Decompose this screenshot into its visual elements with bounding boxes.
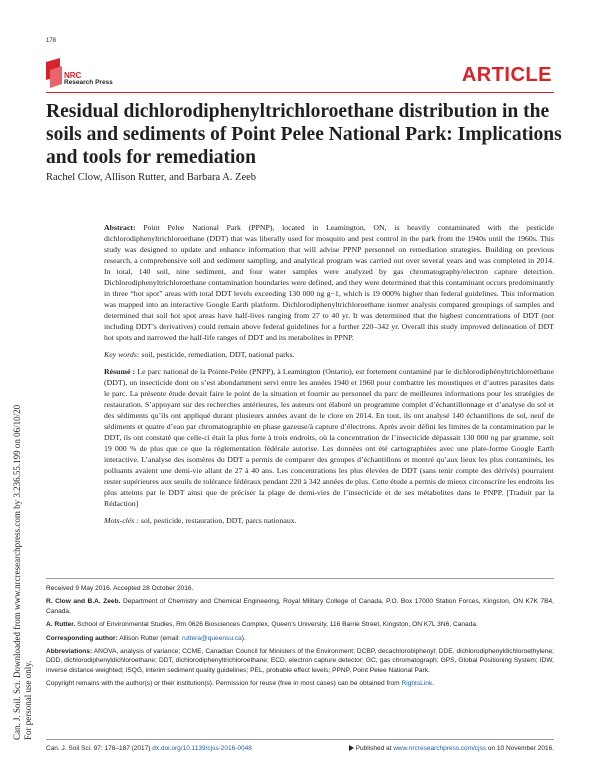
citation-text: Can. J. Soil Sci. 97: 178–187 (2017) [46,745,153,752]
page-number: 178 [46,38,57,44]
abbreviations-text: ANOVA, analysis of variance; CCME, Canadian Council for Ministers of the Environment; DCBP, decachlorobiphenyl; DDE, dichlorodiphenyldichloroethylene; DDD, dichlorodiphenyldichloroethane; DDT, dichlorodiphenyltrichloroethane; ECD, electron capture detector; GC, gas chromatograph; GPS, Global Positioning System; IDW, inverse distance weighted; ISQG, interim sediment quality guidelines; PEL, probable effect levels; PPNP, Point Pelee National Park. [46,648,555,674]
header-rule [46,92,554,93]
resume-text: Le parc national de la Pointe-Pelée (PNPP), à Leamington (Ontario), est fortement contaminé par le dichlorodiphényltrichloroéthane (DDT), un insecticide dont on s’est abondamment servi entre les années 1940 et 1960 pour combattre les moustiques et d’autres parasites dans le parc. La présente étude devait faire le point de la situation et fournir au personnel du parc de meilleures informations pour les stratégies de restauration. S’appuyant sur des recherches antérieures, les auteurs ont élaboré un programme complet d’échantillonnage et d’analyse du sol et des sédiments qu’ils ont appliqué durant plusieurs années avant de le clore en 2014. En tout, ils ont analysé 140 échantillons de sol, neuf de sédiments et quatre d’eau par chromatographie en phase gazeuse/à capture d’électrons. Après avoir défini les limites de la contamination par le DDT, ils ont constaté que celle-ci était la plus forte à trois endroits, où la concentration de l’insecticide dépassait 130 000 ng par gramme, soit 19 000 % de plus que ce que la réglementation fédérale autorise. Les données ont été cartographiées avec une plate-forme Google Earth interactive. L’analyse des isomères du DDT a permis de comparer des groupes d’échantillons et montré qu’aux lieux les plus contaminés, les polluants avaient une demi-vie allant de 27 à 40 ans. Les concentrations les plus élevées de DDT (sans tenir compte des dérivés) pourraient rester supérieures aux seuils de tolérance fédéraux pendant 220 à 342 années de plus. Cette étude a permis de mieux circonscrire les endroits les plus atteints par le DDT ainsi que de préciser la plage de demi-vies de l’insecticide et de ses métabolites dans le PNPP. [Traduit par la Rédaction] [104,367,555,508]
keywords-label: Key words: [104,350,140,359]
footer-citation [46,745,252,752]
affiliation-1 [46,597,554,616]
abstract-label: Abstract: [104,223,136,232]
resume-paragraph [104,366,554,509]
article-title: Residual dichlorodiphenyltrichloroethane distribution in the soils and sediments of Point Pelee National Park: Implications and tools for remediation [46,101,562,168]
motscles-text: sol, pesticide, restauration, DDT, parcs nationaux. [140,516,297,525]
abbreviations-label: Abbreviations: [46,648,93,656]
affil2-text: School of Environmental Studies, Rm 0626 Biosciences Complex, Queen’s University, 116 Barrie Street, Kingston, ON K7L 3N6, Canada. [77,621,478,629]
logo-line2: Research Press [64,79,113,87]
corresponding-label: Corresponding author: [46,634,118,642]
footnote-rule [46,578,554,579]
author-list: Rachel Clow, Allison Rutter, and Barbara A. Zeeb [46,172,257,183]
logo-line1: NRC [64,71,82,80]
copyright [46,679,554,688]
affil2-label: A. Rutter. [46,621,76,629]
keywords-text: soil, pesticide, remediation, DDT, national parks. [141,350,295,359]
corresponding-close: ). [241,634,246,642]
abstract-paragraph [104,222,554,343]
affiliation-2 [46,620,554,629]
motscles [104,515,554,526]
corresponding-author [46,634,554,643]
published-arrow-icon [349,745,354,751]
footer-published [349,745,554,752]
keywords [104,349,554,360]
published-label: Published at [355,745,394,752]
published-date: on 10 November 2016. [486,745,554,752]
footer-rule [46,739,554,740]
abbreviations [46,647,554,675]
journal-site-link[interactable]: www.nrcresearchpress.com/cjss [393,745,487,752]
corresponding-name: Allison Rutter (email: [119,634,182,642]
resume-label: Résumé : [104,367,136,376]
corresponding-email-link[interactable]: rutterа@queensu.ca [181,634,242,642]
abstract-text: Point Pelee National Park (PPNP), located in Leamington, ON, is heavily contaminated with the pesticide dichlorodiphenyltrichloroethane (DDT) that was liberally used for mosquito and pest control in the park from the 1940s until the 1960s. This study was designed to update and enhance information that will advise PPNP personnel on remediation strategies. Building on previous research, a comprehensive soil and sediment sampling, and analytical program was carried out over several years and was completed in 2014. In total, 140 soil, nine sediment, and four water samples were analyzed by gas chromatography/electron capture detection. Dichlorodiphenyltrichloroethane contamination boundaries were defined, and they were determined that this contaminant occurs predominantly in three “hot spot” areas with total DDT levels exceeding 130 000 ng g−1, which is 19 000% higher than federal guidelines. This information was mapped into an interactive Google Earth platform. Dichlorodiphenyltrichloroethane isomer analysis compared groupings of samples and determined that soil hot spot areas have half-lives ranging from 27 to 40 yr. It was determined that the highest concentrations of DDT (not including DDT’s derivatives) could remain above federal guidelines for a further 220–342 yr. Overall this study improved delineation of DDT hot spots and narrowed the half-life ranges of DDT and its metabolites in PPNP. [104,223,555,342]
publisher-logo-text [64,72,113,87]
download-watermark [12,160,34,740]
copyright-end: . [432,680,435,688]
article-type-label: ARTICLE [461,64,552,86]
copyright-text: Copyright remains with the author(s) or their institution(s). Permission for reuse (free in most cases) can be obtained from [46,680,402,688]
doi-link[interactable]: dx.doi.org/10.1139/cjss-2016-0048 [152,745,252,752]
abstract-section [104,222,554,532]
watermark-line1: Can. J. Soil. Sci. Downloaded from www.nrcresearchpress.com by 3.236.55.199 on 06/10/20 [12,404,22,740]
rightslink-link[interactable]: RightsLink [401,680,433,688]
affil1-label: R. Clow and B.A. Zeeb. [46,598,121,606]
affil1-text: Department of Chemistry and Chemical Engineering, Royal Military College of Canada, P.O. Box 17000 Station Forces, Kingston, ON K7K 7B4, Canada. [46,598,554,615]
motscles-label: Mots-clés : [104,516,139,525]
received-dates: Received 9 May 2016. Accepted 28 October 2016. [46,585,194,592]
watermark-line2: For personal use only. [23,660,33,740]
footnotes [46,584,554,693]
